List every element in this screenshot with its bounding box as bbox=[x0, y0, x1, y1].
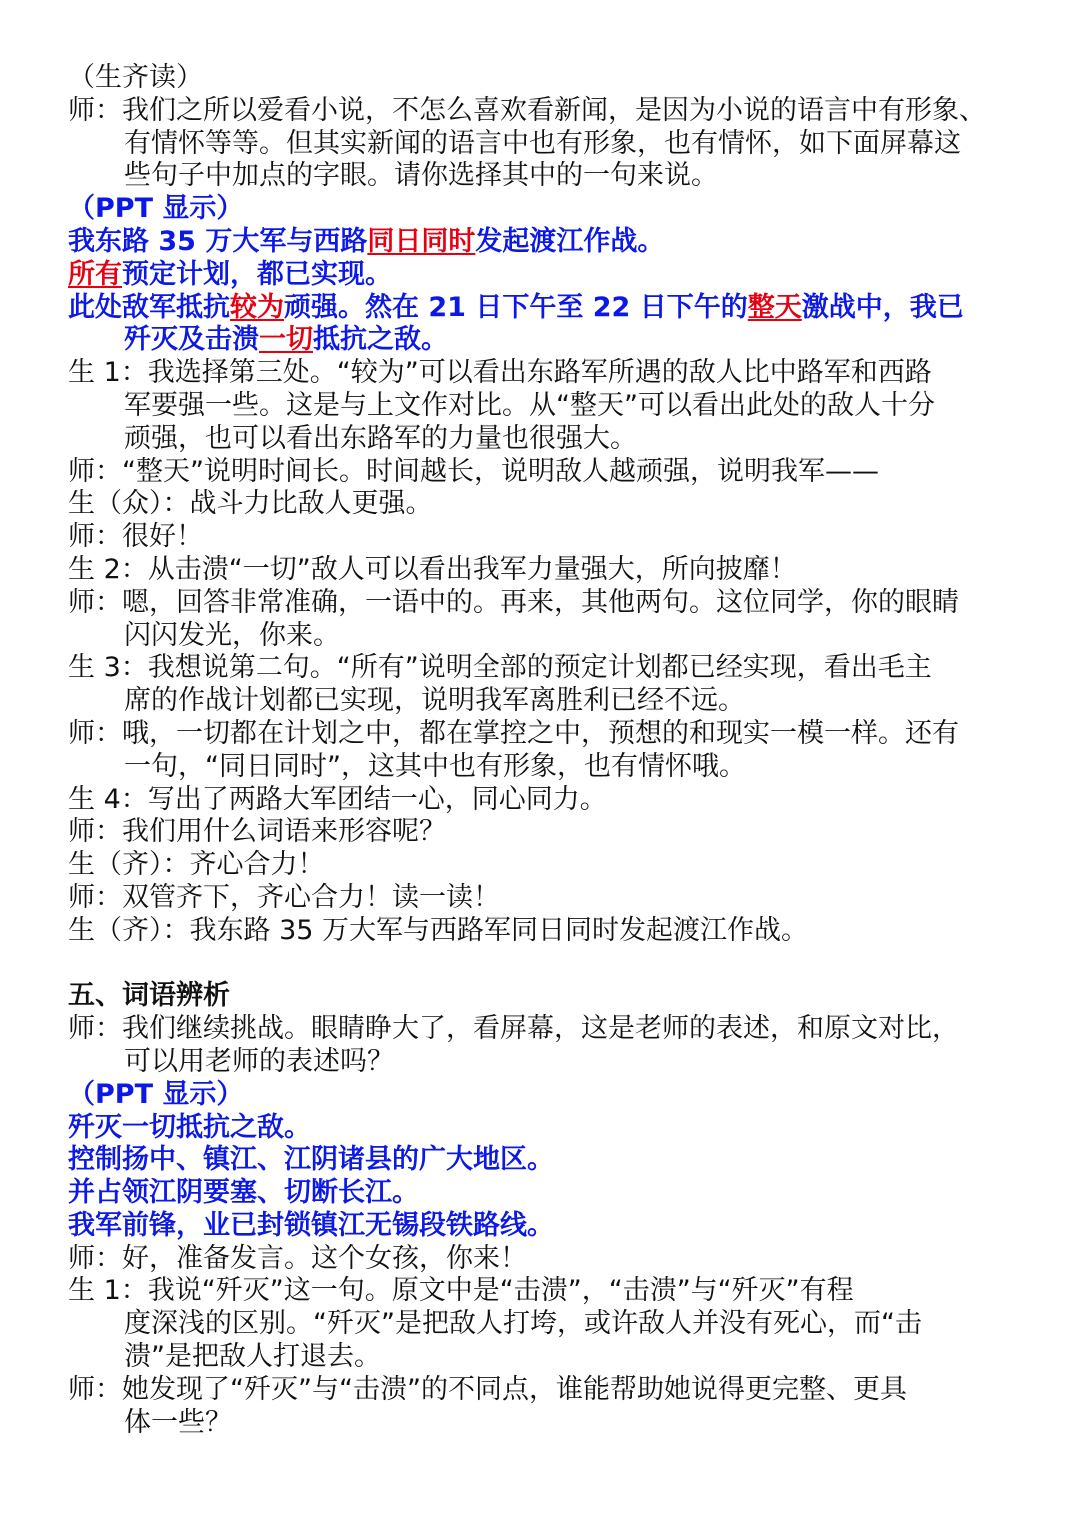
highlight-word: 所有 bbox=[68, 258, 122, 290]
dialogue-line: 生 2：从击溃“一切”敌人可以看出我军力量强大，所向披靡！ bbox=[68, 553, 797, 585]
dialogue-line: 生（齐）：我东路 35 万大军与西路军同日同时发起渡江作战。 bbox=[68, 914, 809, 946]
teacher-paragraph bbox=[68, 587, 1018, 653]
ppt-sentence: 我军前锋，业已封锁镇江无锡段铁路线。 bbox=[68, 1209, 554, 1241]
text-span: 激战中，我已 bbox=[801, 291, 964, 323]
text-line: 体一些？ bbox=[124, 1406, 232, 1438]
dialogue-line: 生（齐）：齐心合力！ bbox=[68, 849, 325, 881]
ppt-label: （PPT 显示） bbox=[68, 193, 244, 225]
dialogue-line: 师：很好！ bbox=[68, 521, 203, 553]
text-span: 发起渡江作战。 bbox=[475, 225, 665, 257]
student-paragraph bbox=[68, 1275, 1018, 1373]
text-line: 师：她发现了“歼灭”与“击溃”的不同点，谁能帮助她说得更完整、更具 bbox=[68, 1373, 907, 1405]
dialogue-line: 师：好，准备发言。这个女孩，你来！ bbox=[68, 1242, 527, 1274]
dialogue-line: 师：双管齐下，齐心合力！读一读！ bbox=[68, 881, 500, 913]
text-line: 些句子中加点的字眼。请你选择其中的一句来说。 bbox=[124, 160, 718, 192]
highlight-word: 一切 bbox=[259, 324, 313, 356]
dialogue-line: 生（众）：战斗力比敌人更强。 bbox=[68, 488, 433, 520]
text-span: 预定计划，都已实现。 bbox=[122, 258, 392, 290]
teacher-paragraph bbox=[68, 95, 1018, 193]
text-line: 溃”是把敌人打退去。 bbox=[124, 1341, 381, 1373]
ppt-sentence-2 bbox=[68, 259, 1018, 292]
spacer bbox=[68, 948, 1018, 981]
text-line: 有情怀等等。但其实新闻的语言中也有形象，也有情怀，如下面屏幕这 bbox=[124, 127, 961, 159]
text-line: 生 3：我想说第二句。“所有”说明全部的预定计划都已经实现，看出毛主 bbox=[68, 652, 932, 684]
highlight-word: 较为 bbox=[230, 291, 284, 323]
text-span: 我东路 35 万大军与西路 bbox=[68, 225, 368, 257]
highlight-word: 同日同时 bbox=[367, 225, 476, 257]
text-line: 师：我们继续挑战。眼睛睁大了，看屏幕，这是老师的表述，和原文对比， bbox=[68, 1013, 959, 1045]
text-span: 抵抗之敌。 bbox=[313, 324, 448, 356]
dialogue-line: 师：我们用什么词语来形容呢？ bbox=[68, 816, 446, 848]
student-paragraph bbox=[68, 357, 1018, 455]
teacher-paragraph bbox=[68, 718, 1018, 784]
ppt-sentence: 并占领江阴要塞、切断长江。 bbox=[68, 1177, 419, 1209]
student-paragraph bbox=[68, 652, 1018, 718]
teacher-paragraph bbox=[68, 1374, 1018, 1440]
ppt-sentence: 歼灭一切抵抗之敌。 bbox=[68, 1111, 311, 1143]
text-line: 师：我们之所以爱看小说，不怎么喜欢看新闻，是因为小说的语言中有形象、 bbox=[68, 94, 986, 126]
text-line: 生 1：我说“歼灭”这一句。原文中是“击溃”，“击溃”与“歼灭”有程 bbox=[68, 1275, 854, 1307]
teacher-paragraph bbox=[68, 1013, 1018, 1079]
text-line: 军要强一些。这是与上文作对比。从“整天”可以看出此处的敌人十分 bbox=[124, 389, 935, 421]
text-span: 歼灭及击溃 bbox=[124, 324, 259, 356]
text-line: 师：嗯，回答非常准确，一语中的。再来，其他两句。这位同学，你的眼睛 bbox=[68, 586, 959, 618]
ppt-sentence-1 bbox=[68, 226, 1018, 259]
text-line: 师：哦，一切都在计划之中，都在掌控之中，预想的和现实一模一样。还有 bbox=[68, 717, 959, 749]
text-line: 一句，“同日同时”，这其中也有形象，也有情怀哦。 bbox=[124, 750, 746, 782]
ppt-sentence: 控制扬中、镇江、江阴诸县的广大地区。 bbox=[68, 1144, 554, 1176]
text-line: 生 1：我选择第三处。“较为”可以看出东路军所遇的敌人比中路军和西路 bbox=[68, 357, 932, 389]
dialogue-line: 生 4：写出了两路大军团结一心，同心同力。 bbox=[68, 783, 607, 815]
text-line: 顽强，也可以看出东路军的力量也很强大。 bbox=[124, 422, 637, 454]
text-line: 可以用老师的表述吗？ bbox=[124, 1045, 394, 1077]
text-span: 此处敌军抵抗 bbox=[68, 291, 230, 323]
section-title: 五、词语辨析 bbox=[68, 980, 230, 1012]
ppt-label: （PPT 显示） bbox=[68, 1078, 244, 1110]
stage-direction: （生齐读） bbox=[68, 62, 203, 93]
highlight-word: 整天 bbox=[747, 291, 802, 323]
text-span: 顽强。然在 21 日下午至 22 日下午的 bbox=[284, 291, 748, 323]
dialogue-line: 师：“整天”说明时间长。时间越长，说明敌人越顽强，说明我军—— bbox=[68, 455, 879, 487]
text-line: 度深浅的区别。“歼灭”是把敌人打垮，或许敌人并没有死心，而“击 bbox=[124, 1308, 922, 1340]
text-line: 席的作战计划都已实现，说明我军离胜利已经不远。 bbox=[124, 685, 745, 717]
ppt-sentence-3 bbox=[68, 292, 1018, 358]
text-line: 闪闪发光，你来。 bbox=[124, 619, 340, 651]
document-page bbox=[68, 62, 1018, 1439]
